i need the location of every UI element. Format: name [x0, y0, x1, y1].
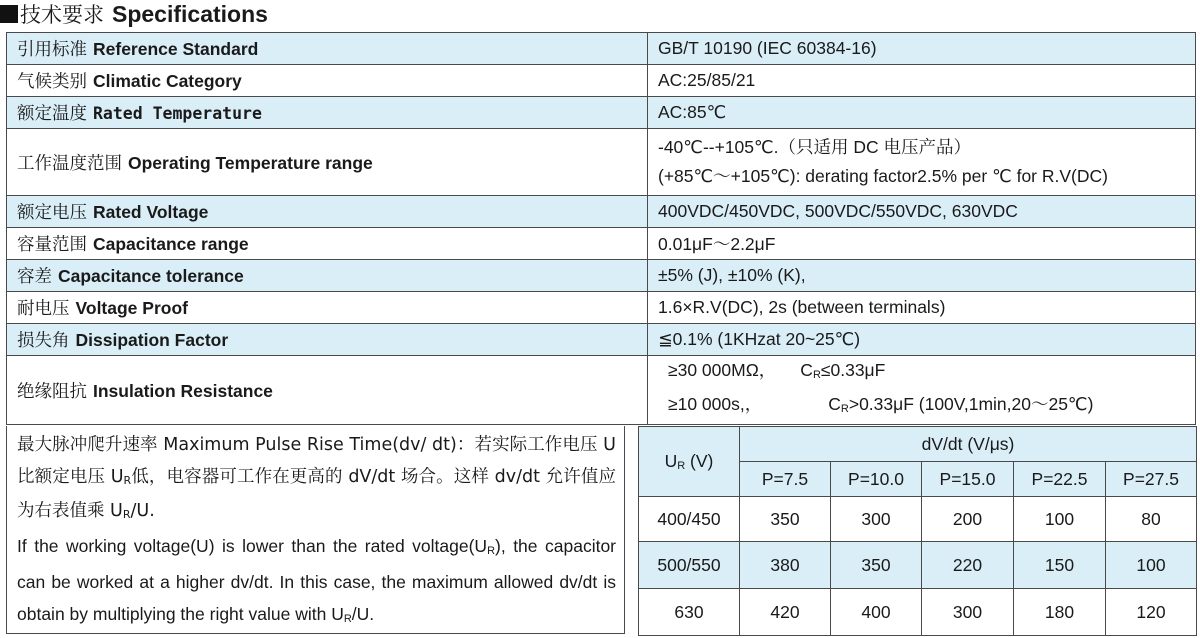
column-header: P=7.5	[740, 462, 831, 497]
column-header: P=27.5	[1106, 462, 1197, 497]
page-title	[0, 0, 268, 30]
spec-value-line: -40℃--+105℃.（只适用 DC 电压产品）	[658, 137, 972, 157]
table-cell: 100	[1106, 542, 1197, 589]
spec-row-capacitance-tolerance	[7, 260, 1196, 292]
spec-label: 工作温度范围 Operating Temperature range	[7, 129, 648, 196]
table-cell: 180	[1014, 589, 1106, 636]
spec-label: 绝缘阻抗 Insulation Resistance	[7, 356, 648, 425]
table-cell: 300	[831, 497, 922, 542]
spec-label: 气候类别 Climatic Category	[7, 65, 648, 97]
title-cn: 技术要求	[20, 3, 104, 27]
spec-row-operating-temperature	[7, 129, 1196, 196]
column-header: P=15.0	[922, 462, 1014, 497]
spec-value	[648, 356, 1196, 425]
spec-label: 容差 Capacitance tolerance	[7, 260, 648, 292]
column-header: P=22.5	[1014, 462, 1106, 497]
spec-row-rated-temperature	[7, 97, 1196, 129]
spec-value: 400VDC/450VDC, 500VDC/550VDC, 630VDC	[648, 196, 1196, 228]
spec-label: 容量范围 Capacitance range	[7, 228, 648, 260]
spec-row-dissipation-factor	[7, 324, 1196, 356]
spec-value: GB/T 10190 (IEC 60384-16)	[648, 33, 1196, 65]
spec-value: 0.01μF～2.2μF	[648, 228, 1196, 260]
column-header: P=10.0	[831, 462, 922, 497]
spec-row-insulation-resistance	[7, 356, 1196, 425]
spec-value: AC:85℃	[648, 97, 1196, 129]
table-cell: 200	[922, 497, 1014, 542]
spec-value	[648, 129, 1196, 196]
square-bullet-icon	[0, 5, 18, 23]
dvdt-header-row	[639, 427, 1197, 462]
table-cell: 380	[740, 542, 831, 589]
spec-value-line: ≥30 000MΩ， $C_R\le 0.33\mu F$	[668, 360, 886, 381]
spec-label: 引用标准 Reference Standard	[7, 33, 648, 65]
table-cell: 100	[1014, 497, 1106, 542]
ur-cell: 400/450	[639, 497, 740, 542]
table-cell: 350	[740, 497, 831, 542]
spec-value-line: (+85℃～+105℃): derating factor2.5% per ℃ for R.V(DC)	[658, 166, 1108, 186]
spec-row-climatic-category	[7, 65, 1196, 97]
spec-value-line: ≥10 000s,， $C_R>0.33\mu F$ (100V,1min,20～25℃)	[668, 394, 1094, 415]
spec-label: 额定温度 Rated Temperature	[7, 97, 648, 129]
spec-value: 1.6×R.V(DC), 2s (between terminals)	[648, 292, 1196, 324]
table-cell: 150	[1014, 542, 1106, 589]
ur-header: $U_R$ (V)	[639, 427, 740, 497]
table-cell: 120	[1106, 589, 1197, 636]
table-cell: 220	[922, 542, 1014, 589]
table-row	[639, 497, 1197, 542]
spec-value: ≦0.1% (1KHzat 20~25℃)	[648, 324, 1196, 356]
pulse-rise-description	[6, 426, 625, 634]
table-cell: 420	[740, 589, 831, 636]
specifications-table	[6, 32, 1196, 425]
table-cell: 400	[831, 589, 922, 636]
spec-row-voltage-proof	[7, 292, 1196, 324]
ur-cell: 630	[639, 589, 740, 636]
ur-cell: 500/550	[639, 542, 740, 589]
pulse-description-en: If the working voltage(U) is lower than the rated $voltage(U_R)$, the capacitor can be worked at a higher dv/dt. In this case, the maximum allowed dv/dt is obtain by multiplying the right value with $U_R/U$.	[17, 535, 617, 625]
table-cell: 80	[1106, 497, 1197, 542]
pulse-description-cn: 最大脉冲爬升速率 Maximum Pulse Rise Time(dv/ dt)：若实际工作电压 U 比额定电压 $U_R$低，电容器可工作在更高的 dV/dt 场合。这样 dv/dt 允许值应为右表值乘 $U_R/U$.	[17, 435, 617, 521]
spec-label: 耐电压 Voltage Proof	[7, 292, 648, 324]
table-row	[639, 542, 1197, 589]
table-cell: 300	[922, 589, 1014, 636]
spec-row-reference-standard	[7, 33, 1196, 65]
dvdt-table	[638, 426, 1197, 636]
spec-row-capacitance-range	[7, 228, 1196, 260]
table-cell: 350	[831, 542, 922, 589]
spec-label: 额定电压 Rated Voltage	[7, 196, 648, 228]
table-row	[639, 589, 1197, 636]
spec-label: 损失角 Dissipation Factor	[7, 324, 648, 356]
spec-row-rated-voltage	[7, 196, 1196, 228]
title-en: Specifications	[112, 1, 268, 27]
spec-value: ±5% (J), ±10% (K),	[648, 260, 1196, 292]
dvdt-group-header: dV/dt (V/μs)	[740, 427, 1197, 462]
spec-value: AC:25/85/21	[648, 65, 1196, 97]
